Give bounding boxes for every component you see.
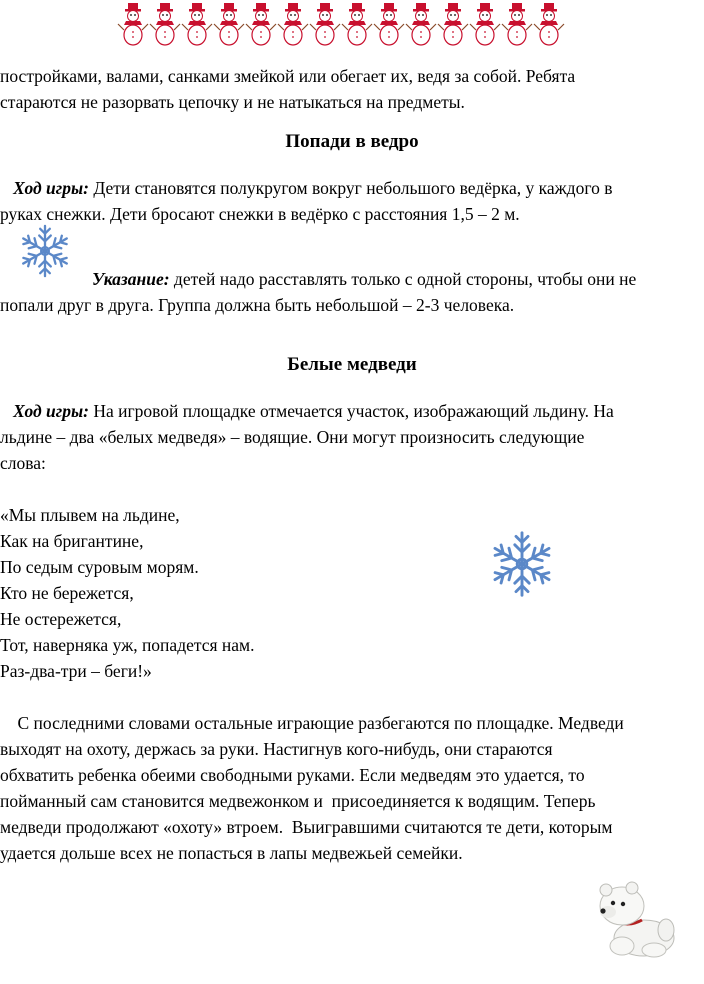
game2-rules-label: Ход игры: <box>13 401 89 421</box>
verse-line: «Мы плывем на льдине, <box>0 505 180 525</box>
intro-line-2: стараются не разорвать цепочку и не натыкаться на предметы. <box>0 92 465 112</box>
intro-line-1: постройками, валами, санками змейкой или обегает их, ведя за собой. Ребята <box>0 66 576 86</box>
outro-line: С последними словами остальные играющие разбегаются по площадке. Медведи <box>0 713 624 733</box>
game1-title: Попади в ведро <box>285 131 419 152</box>
intro-paragraph <box>0 63 704 115</box>
game1-rules-text-1: Дети становятся полукругом вокруг небольшого ведёрка, у каждого в <box>88 178 613 198</box>
verse-line: По седым суровым морям. <box>0 557 199 577</box>
verse-line: Как на бригантине, <box>0 531 144 551</box>
game2-title: Белые медведи <box>287 354 417 375</box>
game2-outro <box>0 710 704 866</box>
game1-note-label: Указание: <box>92 269 170 289</box>
verse-line: Раз-два-три – беги!» <box>0 661 152 681</box>
snowman-border-icon <box>115 2 565 48</box>
game1-note-text-1: детей надо расставлять только с одной стороны, чтобы они не <box>169 269 637 289</box>
outro-line: медведи продолжают «охоту» втроем. Выигравшими считаются те дети, которым <box>0 817 613 837</box>
game1-rules-label: Ход игры: <box>13 178 89 198</box>
game1-rules-line-2: руках снежки. Дети бросают снежки в ведёрко с расстояния 1,5 – 2 м. <box>0 204 520 224</box>
verse-line: Кто не бережется, <box>0 583 134 603</box>
game2-rules-line-1 <box>0 398 704 424</box>
polar-bear-icon <box>592 876 682 958</box>
game1-rules-line-1 <box>0 175 704 201</box>
game1-rules <box>0 175 704 227</box>
game2-rules-line-2: льдине – два «белых медведя» – водящие. Они могут произносить следующие <box>0 427 585 447</box>
game1-note-line-2: попали друг в друга. Группа должна быть небольшой – 2-3 человека. <box>0 295 515 315</box>
snowman-row <box>118 3 564 45</box>
game2-rules-line-3: слова: <box>0 453 46 473</box>
snowflake-icon <box>486 528 558 600</box>
game1-note-line-1 <box>0 266 704 292</box>
outro-line: выходят на охоту, держась за руки. Настигнув кого-нибудь, они стараются <box>0 739 553 759</box>
game2-rules-text-1: На игровой площадке отмечается участок, изображающий льдину. На <box>88 401 614 421</box>
verse-line: Не остережется, <box>0 609 122 629</box>
game2-rules <box>0 398 704 476</box>
verse-line: Тот, наверняка уж, попадется нам. <box>0 635 255 655</box>
game2-verse <box>0 502 704 684</box>
outro-line: удается дольше всех не попасться в лапы медвежьей семейки. <box>0 843 463 863</box>
outro-line: пойманный сам становится медвежонком и присоединяется к водящим. Теперь <box>0 791 596 811</box>
game1-note <box>0 266 704 318</box>
outro-line: обхватить ребенка обеими свободными руками. Если медведям это удается, то <box>0 765 585 785</box>
